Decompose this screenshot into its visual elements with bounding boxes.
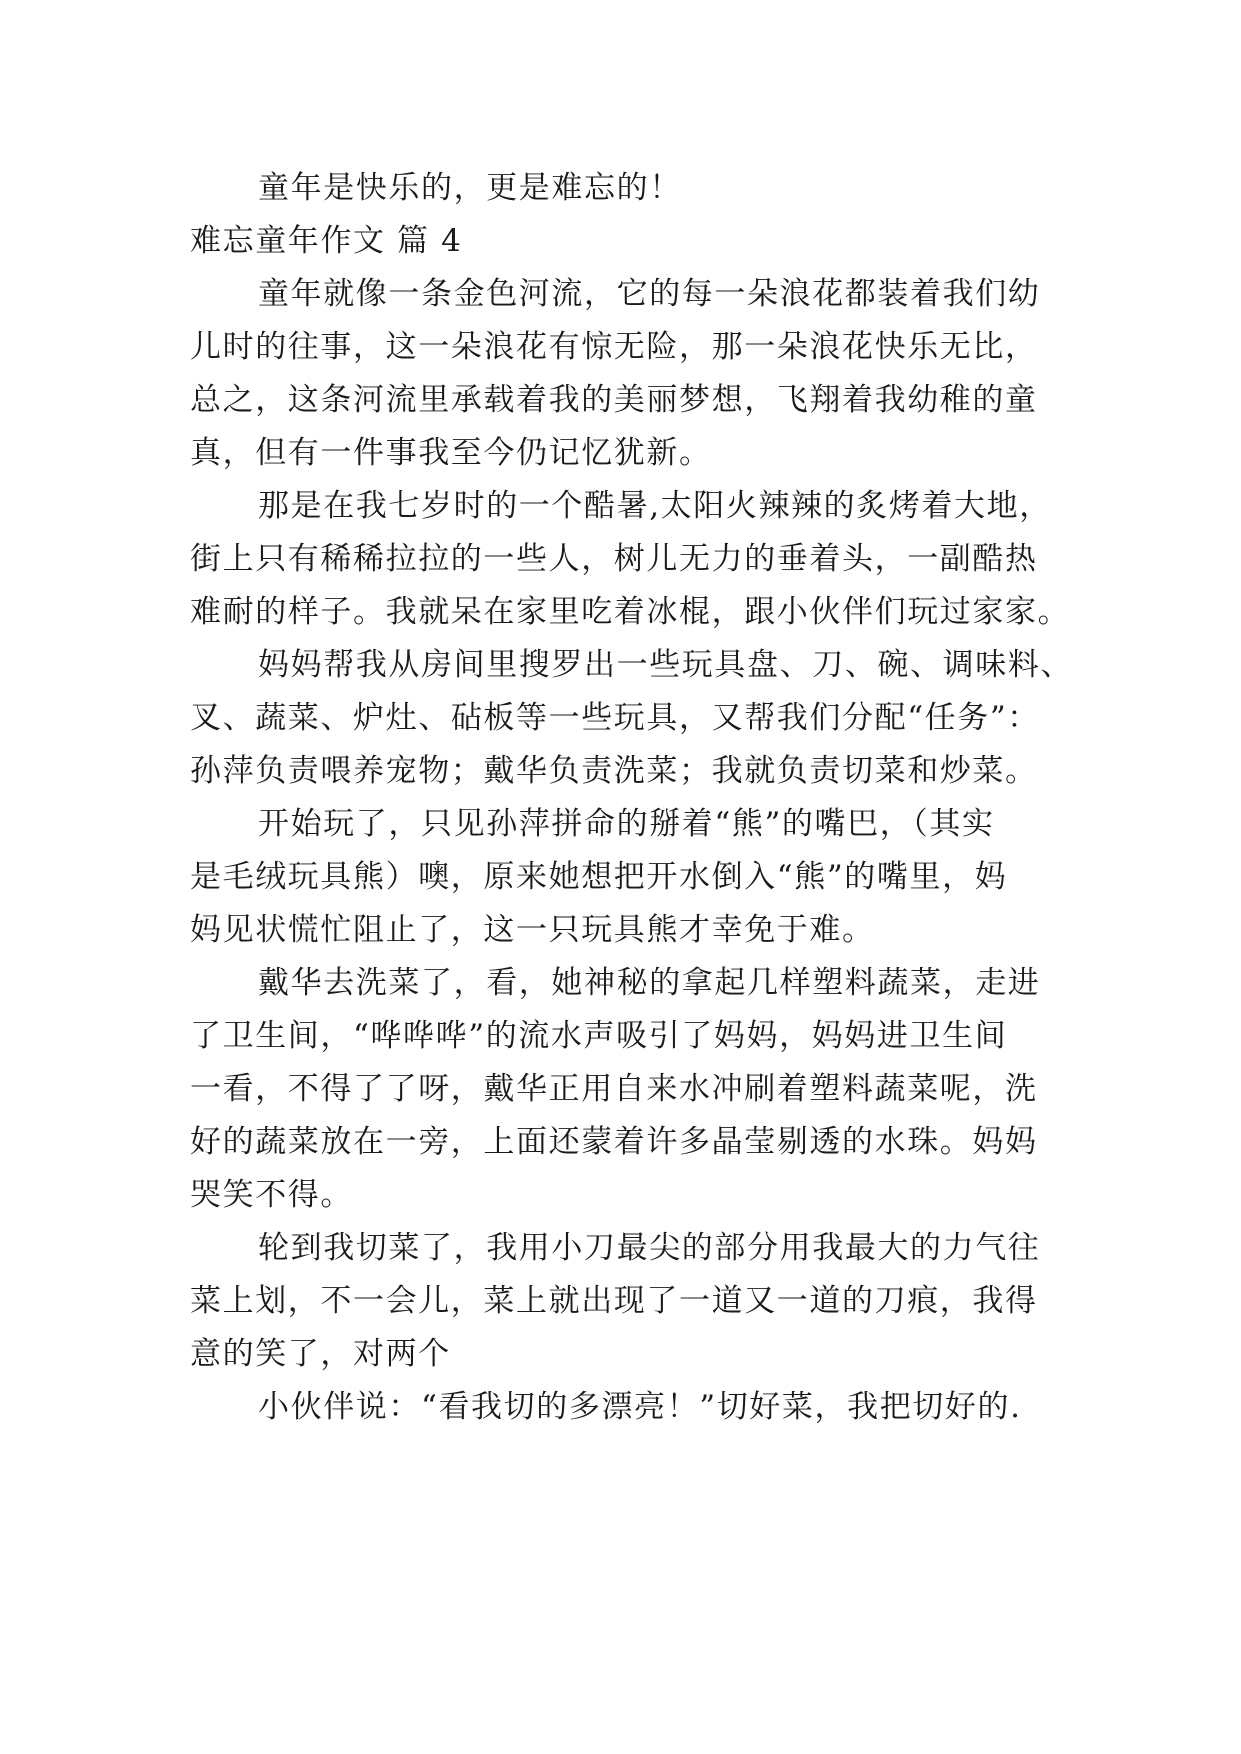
text-line: 那是在我七岁时的一个酷暑,太阳火辣辣的炙烤着大地，: [258, 488, 1052, 524]
text-line: 真，但有一件事我至今仍记忆犹新。: [190, 435, 712, 471]
section-heading: 难忘童年作文 篇 4: [190, 223, 463, 259]
text-line: 戴华去洗菜了，看，她神秘的拿起几样塑料蔬菜，走进: [258, 965, 1041, 1001]
text-line: 哭笑不得。: [190, 1177, 353, 1213]
text-line: 开始玩了，只见孙萍拼命的掰着“熊”的嘴巴，（其实: [258, 806, 995, 842]
text-line: 轮到我切菜了，我用小刀最尖的部分用我最大的力气往: [258, 1230, 1041, 1266]
text-line: 儿时的往事，这一朵浪花有惊无险，那一朵浪花快乐无比，: [190, 329, 1038, 365]
text-line: 菜上划，不一会儿，菜上就出现了一道又一道的刀痕，我得: [190, 1283, 1038, 1319]
text-line: 一看，不得了了呀，戴华正用自来水冲刷着塑料蔬菜呢，洗: [190, 1071, 1038, 1107]
text-line: 了卫生间，“哗哗哗”的流水声吸引了妈妈，妈妈进卫生间: [190, 1018, 1008, 1054]
text-line: 是毛绒玩具熊）噢，原来她想把开水倒入“熊”的嘴里，妈: [190, 859, 1008, 895]
text-line: 叉、蔬菜、炉灶、砧板等一些玩具，又帮我们分配“任务”：: [190, 700, 1040, 736]
text-line: 难耐的样子。我就呆在家里吃着冰棍，跟小伙伴们玩过家家。: [190, 594, 1071, 630]
text-line: 童年就像一条金色河流，它的每一朵浪花都装着我们幼: [258, 276, 1041, 312]
text-line: 街上只有稀稀拉拉的一些人，树儿无力的垂着头，一副酷热: [190, 541, 1038, 577]
text-line: 总之，这条河流里承载着我的美丽梦想，飞翔着我幼稚的童: [190, 382, 1038, 418]
text-line: 童年是快乐的，更是难忘的！: [258, 170, 682, 206]
text-line: 小伙伴说：“看我切的多漂亮！”切好菜，我把切好的.: [258, 1389, 1022, 1425]
text-line: 意的笑了，对两个: [190, 1336, 451, 1372]
document-page: [190, 162, 1073, 1434]
text-line: 妈妈帮我从房间里搜罗出一些玩具盘、刀、碗、调味料、: [258, 647, 1073, 683]
text-line: 妈见状慌忙阻止了，这一只玩具熊才幸免于难。: [190, 912, 875, 948]
text-line: 好的蔬菜放在一旁，上面还蒙着许多晶莹剔透的水珠。妈妈: [190, 1124, 1038, 1160]
text-line: 孙萍负责喂养宠物；戴华负责洗菜；我就负责切菜和炒菜。: [190, 753, 1038, 789]
